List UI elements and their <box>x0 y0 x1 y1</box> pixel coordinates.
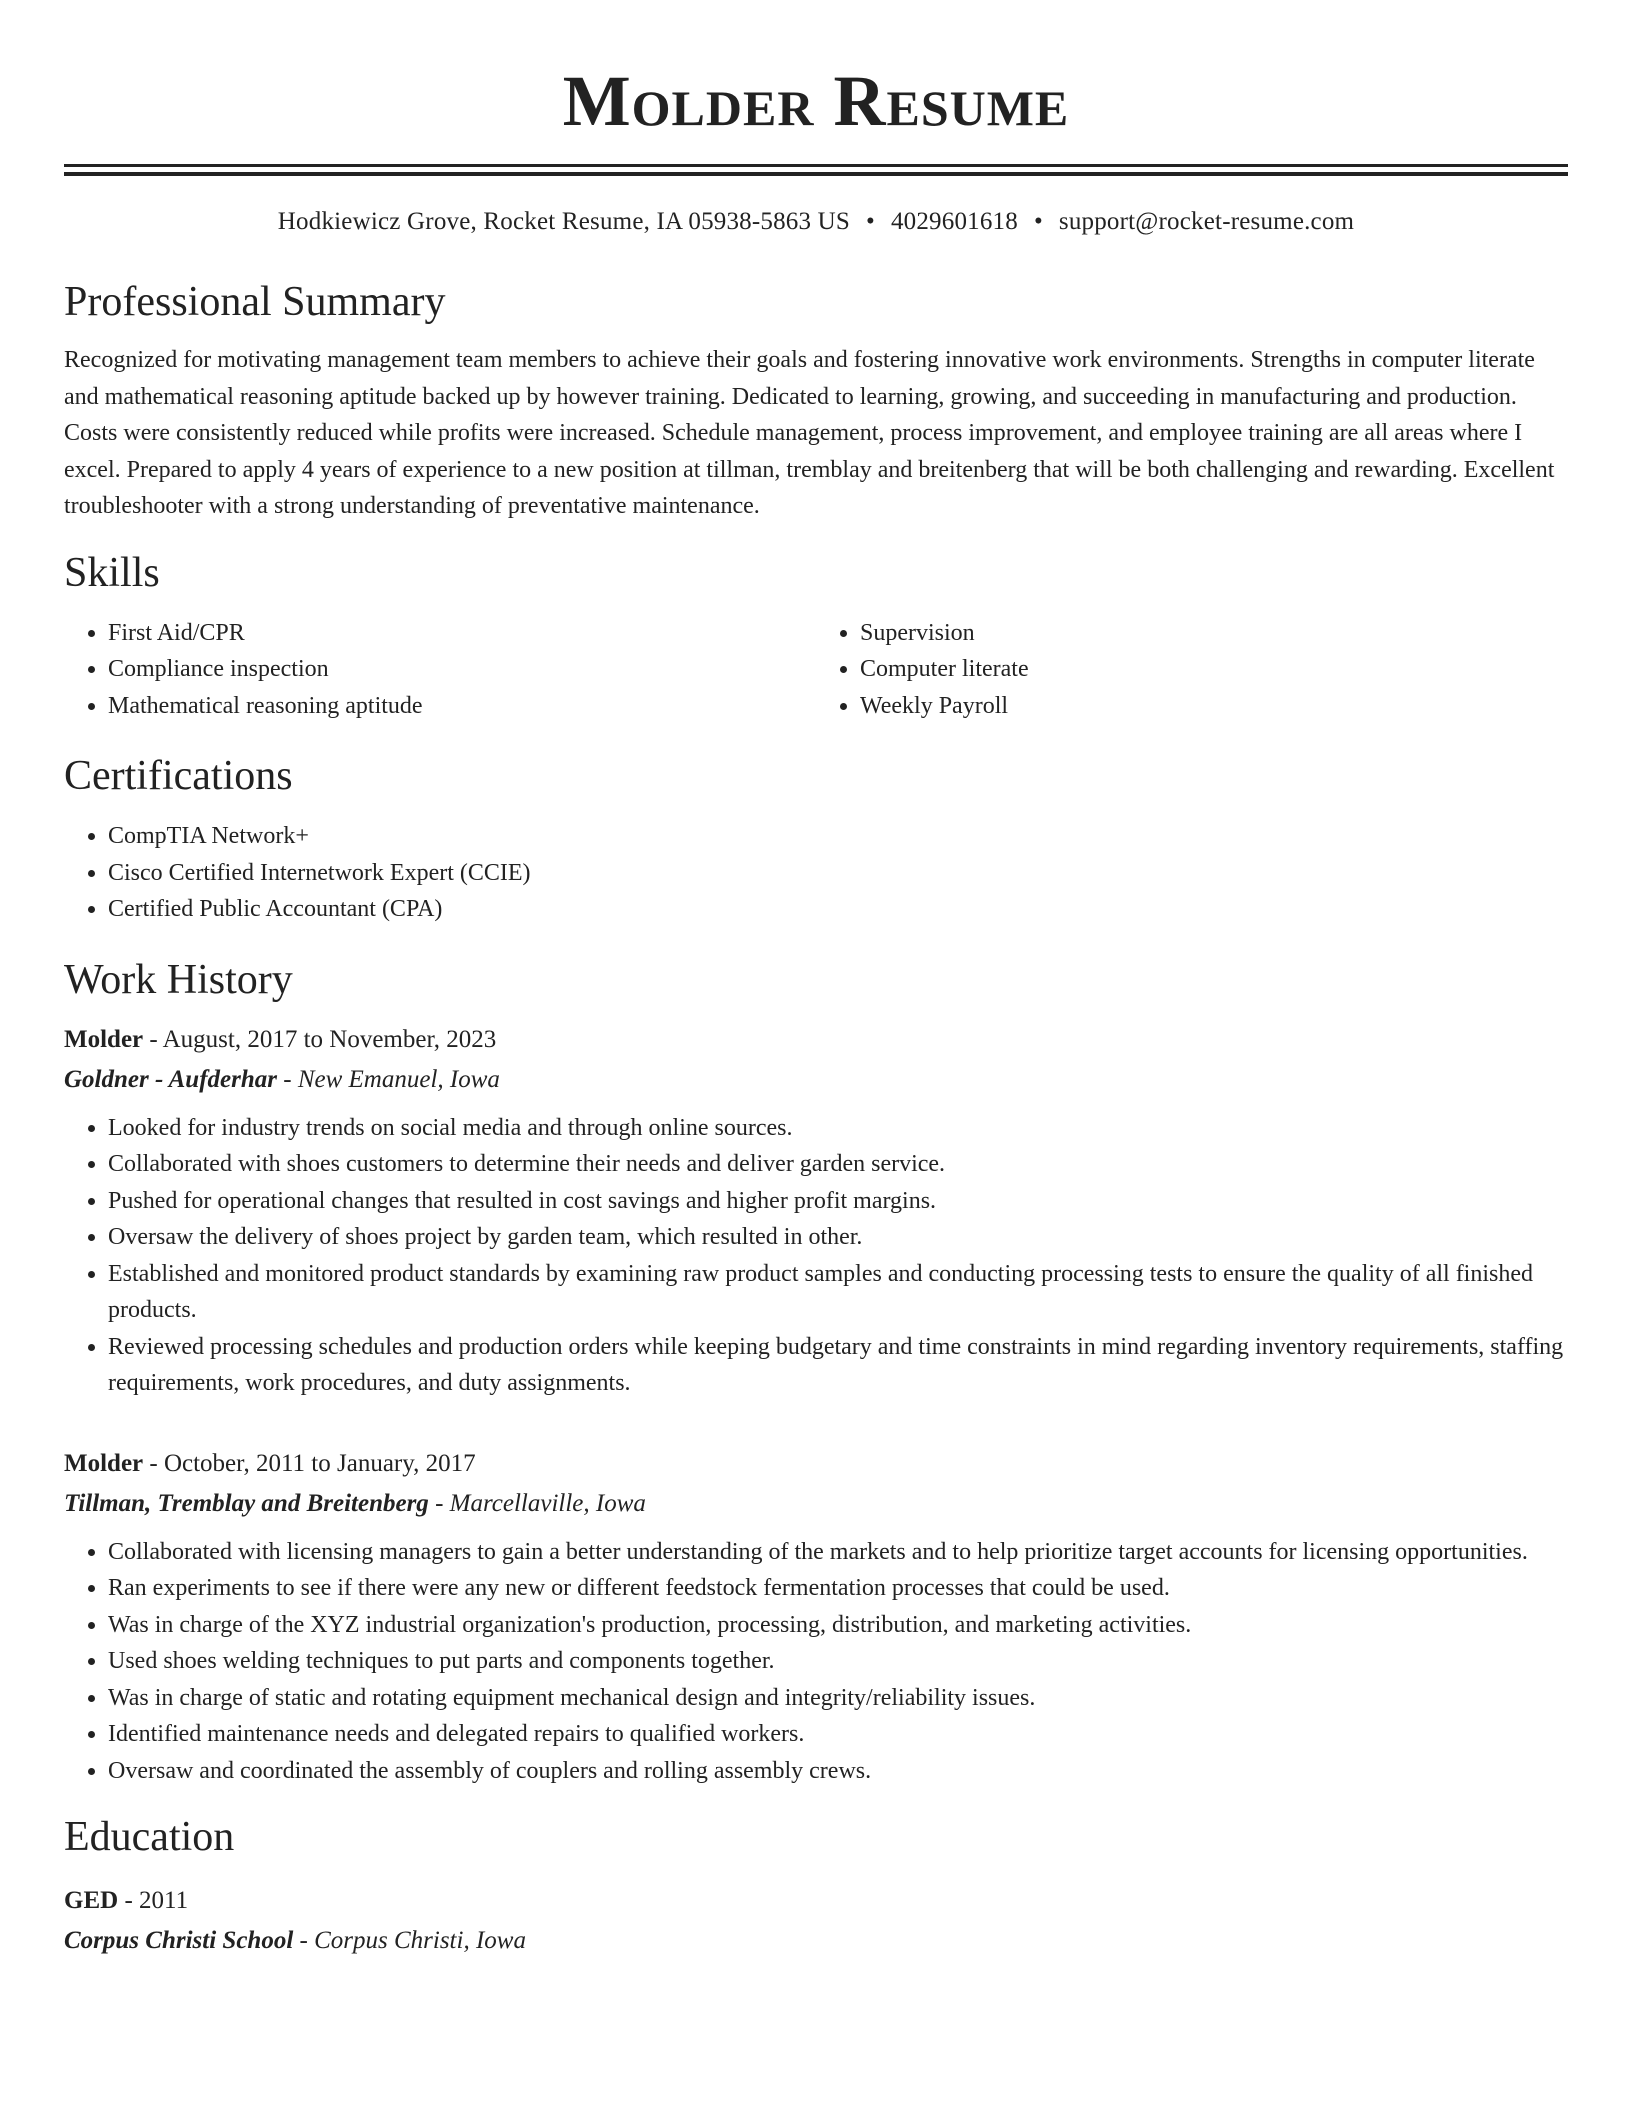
job-bullet: • Was in charge of the XYZ industrial organization's production, processing, distribution, and marketing activities. <box>108 1607 1568 1644</box>
professional-summary-section <box>64 276 1568 525</box>
job-bullets <box>64 1110 1568 1402</box>
school-name: Corpus Christi School <box>64 1927 294 1954</box>
employer-location: - Marcellaville, Iowa <box>435 1489 646 1517</box>
skills-section <box>64 547 1568 725</box>
certifications-list <box>64 818 1568 928</box>
certifications-section <box>64 750 1568 928</box>
degree-line <box>64 1881 1568 1921</box>
contact-phone: 4029601618 <box>890 208 1018 235</box>
job-entry <box>64 1020 1568 1402</box>
degree-name: GED <box>64 1887 119 1914</box>
job-title-line <box>64 1020 1568 1060</box>
job-dates: - October, 2011 to January, 2017 <box>149 1449 476 1477</box>
school-line <box>64 1921 1568 1961</box>
employer-location: - New Emanuel, Iowa <box>283 1065 500 1093</box>
certification-item: • Certified Public Accountant (CPA) <box>108 891 1568 928</box>
job-entry <box>64 1444 1568 1790</box>
job-bullet: • Used shoes welding techniques to put parts and components together. <box>108 1643 1568 1680</box>
job-bullet: • Oversaw the delivery of shoes project by garden team, which resulted in other. <box>108 1219 1568 1256</box>
job-dates: - August, 2017 to November, 2023 <box>149 1025 497 1053</box>
skill-item: • First Aid/CPR <box>108 615 816 652</box>
school-location: - Corpus Christi, Iowa <box>299 1927 526 1954</box>
section-heading-certifications: Certifications <box>64 753 293 799</box>
job-bullet: • Looked for industry trends on social media and through online sources. <box>108 1110 1568 1147</box>
skills-list-left <box>64 615 816 725</box>
contact-address: Hodkiewicz Grove, Rocket Resume, IA 05938-5863 US <box>277 208 850 235</box>
section-heading-skills: Skills <box>64 549 160 596</box>
job-title: Molder <box>64 1025 144 1053</box>
contact-line <box>64 206 1568 238</box>
job-bullet: • Was in charge of static and rotating equipment mechanical design and integrity/reliability issues. <box>108 1680 1568 1717</box>
resume-title: Molder Resume <box>562 61 1070 141</box>
certification-item: • CompTIA Network+ <box>108 818 1568 855</box>
job-bullet: • Collaborated with licensing managers to gain a better understanding of the markets and to help prioritize target accounts for licensing opportunities. <box>108 1534 1568 1571</box>
skill-item: • Supervision <box>860 615 1568 652</box>
job-bullet: • Established and monitored product standards by examining raw product samples and conducting processing tests to ensure the quality of all finished products. <box>108 1256 1568 1329</box>
section-heading-education: Education <box>64 1814 235 1860</box>
contact-email: support@rocket-resume.com <box>1058 208 1355 235</box>
skills-grid <box>64 615 1568 725</box>
contact-separator: • <box>866 208 875 235</box>
certification-item: • Cisco Certified Internetwork Expert (CCIE) <box>108 855 1568 892</box>
skills-list-right <box>816 615 1568 725</box>
employer-line <box>64 1060 1568 1100</box>
job-bullet: • Reviewed processing schedules and production orders while keeping budgetary and time constraints in mind regarding inventory requirements, staffing requirements, work procedures, and duty assignments. <box>108 1329 1568 1402</box>
employer-name: Tillman, Tremblay and Breitenberg <box>64 1489 429 1517</box>
education-section <box>64 1811 1568 1961</box>
job-bullet: • Ran experiments to see if there were any new or different feedstock fermentation processes that could be used. <box>108 1570 1568 1607</box>
skill-item: • Weekly Payroll <box>860 688 1568 725</box>
job-title: Molder <box>64 1449 144 1477</box>
skill-item: • Compliance inspection <box>108 651 816 688</box>
job-bullet: • Oversaw and coordinated the assembly of couplers and rolling assembly crews. <box>108 1753 1568 1790</box>
job-bullets <box>64 1534 1568 1790</box>
skill-item: • Computer literate <box>860 651 1568 688</box>
work-history-section <box>64 954 1568 1790</box>
employer-line <box>64 1484 1568 1524</box>
summary-text: Recognized for motivating management team members to achieve their goals and fostering innovative work environments. Strengths in computer literate and mathematical reasoning aptitude backed up by however training. Dedicated to learning, growing, and succeeding in manufacturing and production. Costs were consistently reduced while profits were increased. Schedule management, process improvement, and employee training are all areas where I excel. Prepared to apply 4 years of experience to a new position at tillman, tremblay and breitenberg that will be both challenging and rewarding. Excellent troubleshooter with a strong understanding of preventative maintenance. <box>64 347 1555 519</box>
contact-separator: • <box>1033 208 1043 235</box>
section-heading-summary: Professional Summary <box>64 279 446 325</box>
job-bullet: • Collaborated with shoes customers to determine their needs and deliver garden service. <box>108 1146 1568 1183</box>
job-bullet: • Identified maintenance needs and delegated repairs to qualified workers. <box>108 1716 1568 1753</box>
title-double-rule <box>64 164 1568 176</box>
job-title-line <box>64 1444 1568 1484</box>
education-entry <box>64 1881 1568 1961</box>
degree-year: - 2011 <box>124 1887 189 1914</box>
skill-item: • Mathematical reasoning aptitude <box>108 688 816 725</box>
job-bullet: • Pushed for operational changes that resulted in cost savings and higher profit margins. <box>108 1183 1568 1220</box>
employer-name: Goldner - Aufderhar <box>64 1065 277 1093</box>
section-heading-work-history: Work History <box>64 956 293 1003</box>
